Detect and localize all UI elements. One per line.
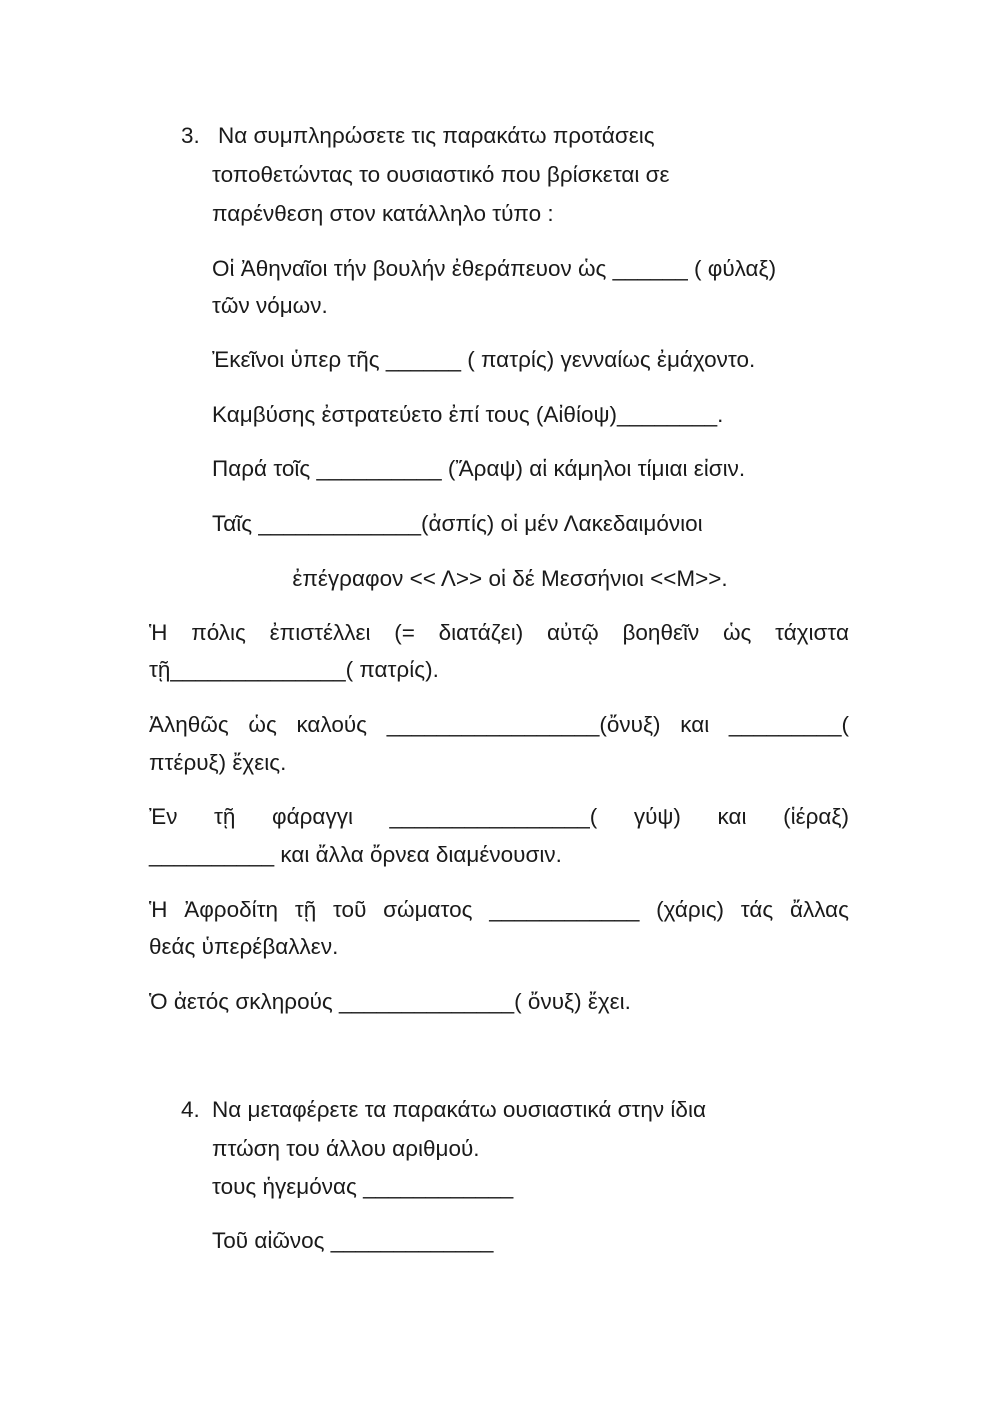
sentence-9-line-1: Ἡ Ἀφροδίτη τῇ τοῦ σώματος ____________ (χάρις) τάς ἄλλας <box>149 897 849 922</box>
sentence-7-line-2: πτέρυξ) ἔχεις. <box>149 750 287 775</box>
exercise-3-instruction-line-2: τοποθετώντας το ουσιαστικό που βρίσκεται σε <box>212 162 670 187</box>
sentence-7-line-1: Ἀληθῶς ὡς καλούς _________________(ὄνυξ) και _________( <box>149 712 849 737</box>
sentence-8-line-2: __________ και ἄλλα ὄρνεα διαμένουσιν. <box>149 842 562 867</box>
sentence-8-line-1: Ἐν τῇ φάραγγι ________________( γύψ) και (ἱέραξ) <box>149 804 849 829</box>
sentence-4: Παρά τοῖς __________ (Ἄραψ) αἱ κάμηλοι τίμιαι εἰσιν. <box>212 456 746 481</box>
exercise-3-instruction-line-3: παρένθεση στον κατάλληλο τύπο : <box>212 201 554 226</box>
sentence-3: Καμβύσης ἐστρατεύετο ἐπί τους (Αἰθίοψ)________. <box>212 402 724 427</box>
sentence-1-line-2: τῶν νόμων. <box>212 293 328 318</box>
exercise-4-instruction-line-2: πτώση του άλλου αριθμού. <box>212 1136 480 1161</box>
exercise-3-instruction-line-1: Να συμπληρώσετε τις παρακάτω προτάσεις <box>218 123 655 148</box>
exercise-4-instruction-line-1: Να μεταφέρετε τα παρακάτω ουσιαστικά στην ίδια <box>212 1097 706 1122</box>
sentence-6-line-2: τῇ______________( πατρίς). <box>149 657 439 682</box>
exercise-3-number: 3. <box>181 123 200 148</box>
sentence-2: Ἐκεῖνοι ὑπερ τῆς ______ ( πατρίς) γενναίως ἐμάχοντο. <box>212 347 756 372</box>
exercise-4-item-1: τους ἡγεμόνας ____________ <box>212 1174 514 1199</box>
sentence-1-line-1: Οἱ Ἀθηναῖοι τήν βουλήν ἐθεράπευον ὡς ______ ( φύλαξ) <box>212 256 777 281</box>
exercise-4-number: 4. <box>181 1097 200 1122</box>
sentence-5-line-2: ἐπέγραφον << Λ>> οἱ δέ Μεσσήνιοι <<Μ>>. <box>292 566 728 591</box>
exercise-4-item-2: Τοῦ αἰῶνος _____________ <box>212 1228 494 1253</box>
sentence-10: Ὁ ἀετός σκληρούς ______________( ὄνυξ) ἔχει. <box>149 989 631 1014</box>
sentence-9-line-2: θεάς ὑπερέβαλλεν. <box>149 934 339 959</box>
sentence-5-line-1: Ταῖς _____________(ἀσπίς) οἱ μέν Λακεδαιμόνιοι <box>212 511 703 536</box>
sentence-6-line-1: Ἡ πόλις ἐπιστέλλει (= διατάζει) αὐτῷ βοηθεῖν ὡς τάχιστα <box>149 620 849 645</box>
